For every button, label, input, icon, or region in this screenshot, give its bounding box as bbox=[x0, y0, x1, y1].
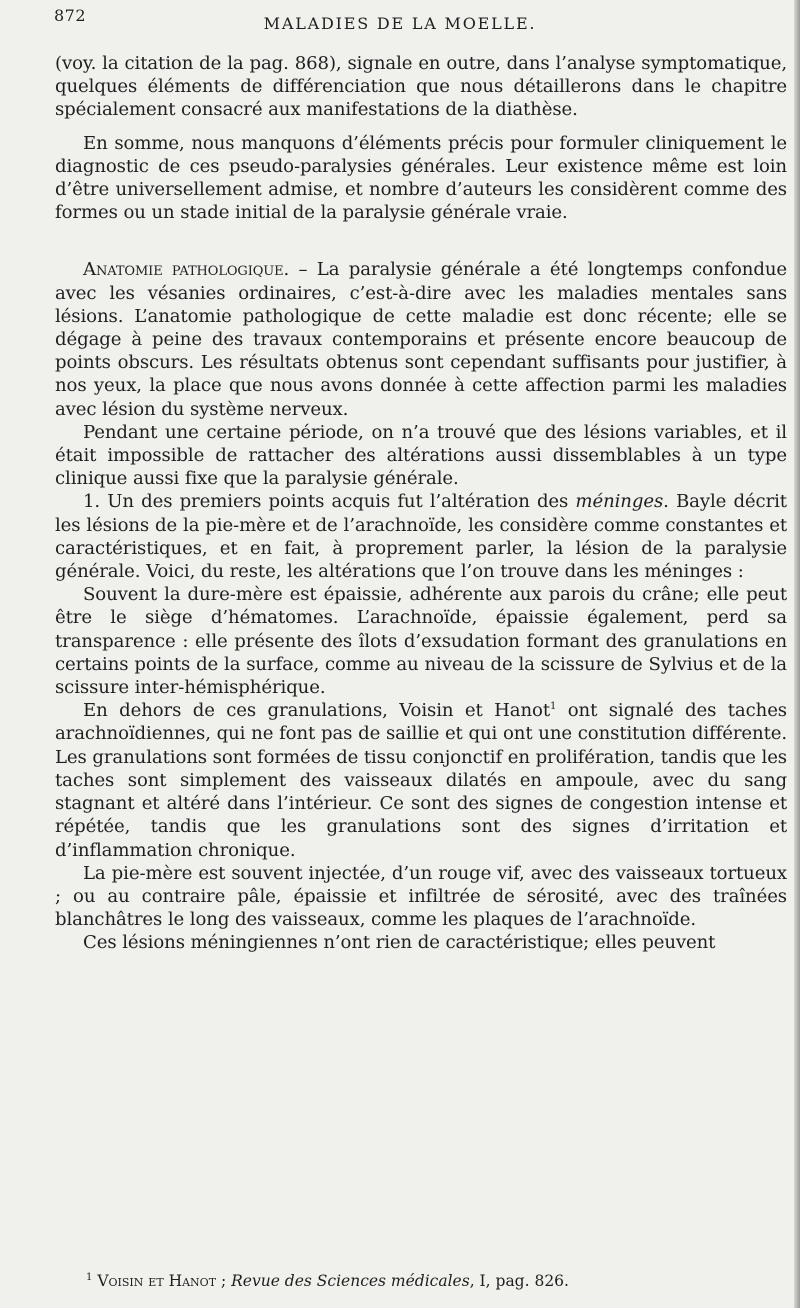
italic-term: méninges bbox=[575, 491, 664, 513]
paragraph-pia-mater: La pie-mère est souvent injectée, d’un rouge vif, avec des vaisseaux tortueux ; ou au contraire pâle, épaissie et infiltrée de sérosité, avec des traînées blanchâtres le long des vaisseaux, comme les plaques de l’arachnoïde. bbox=[55, 862, 787, 931]
paragraph-summary: En somme, nous manquons d’éléments précis pour formuler cliniquement le diagnostic de ces pseudo-paralysies générales. Leur existence même est loin d’être universellement admise, et nombre d’auteurs les considèrent comme des formes ou un stade initial de la paralysie générale vraie. bbox=[55, 132, 787, 224]
section-heading: Anatomie pathologique. bbox=[83, 259, 290, 281]
main-text bbox=[55, 52, 787, 955]
page-edge-shadow bbox=[794, 0, 800, 1308]
footnote-marker: 1 bbox=[86, 1271, 93, 1283]
footnote-authors: Voisin et Hanot bbox=[97, 1272, 217, 1290]
footnote: $^1$ Voisin et Hanot ; Revue des Sciences médicales, I, pag. 826. bbox=[86, 1271, 569, 1290]
paragraph-lesions-end: Ces lésions méningiennes n’ont rien de caractéristique; elles peuvent bbox=[83, 932, 716, 954]
paragraph-granulations: En dehors de ces granulations, Voisin et Hanot$^1$ ont signalé des taches arachnoïdiennes, qui ne font pas de saillie et qui ont une constitution différente. Les granulations sont formées de tissu conjonctif en prolifération, tandis que les taches sont simplement des vaisseaux dilatés en ampoule, avec du sang stagnant et altéré dans l’intérieur. Ce sont des signes de congestion intense et répétée, tandis que les granulations sont des signes d’irritation et d’inflammation chronique. bbox=[55, 700, 787, 861]
footnote-reference-text: , I, pag. 826. bbox=[469, 1272, 569, 1290]
page-number: 872 bbox=[54, 6, 87, 25]
running-title: MALADIES DE LA MOELLE. bbox=[263, 14, 537, 33]
paragraph-section-anatomy bbox=[55, 258, 787, 420]
paragraph-meninges: 1. Un des premiers points acquis fut l’altération des méninges. Bayle décrit les lésions de la pie-mère et de l’arachnoïde, les considère comme constantes et caractéristiques, et en fait, à proprement parler, la lésion de la paralysie générale. Voici, du reste, les altérations que l’on trouve dans les méninges : bbox=[55, 491, 787, 583]
paragraph-variable-lesions: Pendant une certaine période, on n’a trouvé que des lésions variables, et il était impossible de rattacher des altérations aussi dissemblables à un type clinique aussi fixe que la paralysie générale. bbox=[55, 421, 787, 490]
section-text: – La paralysie générale a été longtemps confondue avec les vésanies ordinaires, c’est-à-dire avec les maladies mentales sans lésions. L’anatomie pathologique de cette maladie est donc récente; elle se dégage à peine des travaux contemporains et présente encore beaucoup de points obscurs. Les résultats obtenus sont cependant suffisants pour justifier, à nos yeux, la place que nous avons donnée à cette affection parmi les maladies avec lésion du système nerveux. bbox=[55, 259, 787, 420]
paragraph-continuation: (voy. la citation de la pag. 868), signale en outre, dans l’analyse symptomatique, quelques éléments de différenciation que nous détaillerons dans le chapitre spécialement consacré aux manifestations de la diathèse. bbox=[55, 53, 787, 121]
footnote-reference: 1 bbox=[550, 701, 557, 713]
footnote-journal: Revue des Sciences médicales bbox=[231, 1272, 470, 1290]
paragraph-dura-mater: Souvent la dure-mère est épaissie, adhérente aux parois du crâne; elle peut être le siège d’hématomes. L’arachnoïde, épaissie également, perd sa transparence : elle présente des îlots d’exsudation formant des granulations en certains points de la surface, comme au niveau de la scissure de Sylvius et de la scissure inter-hémisphérique. bbox=[55, 584, 787, 699]
